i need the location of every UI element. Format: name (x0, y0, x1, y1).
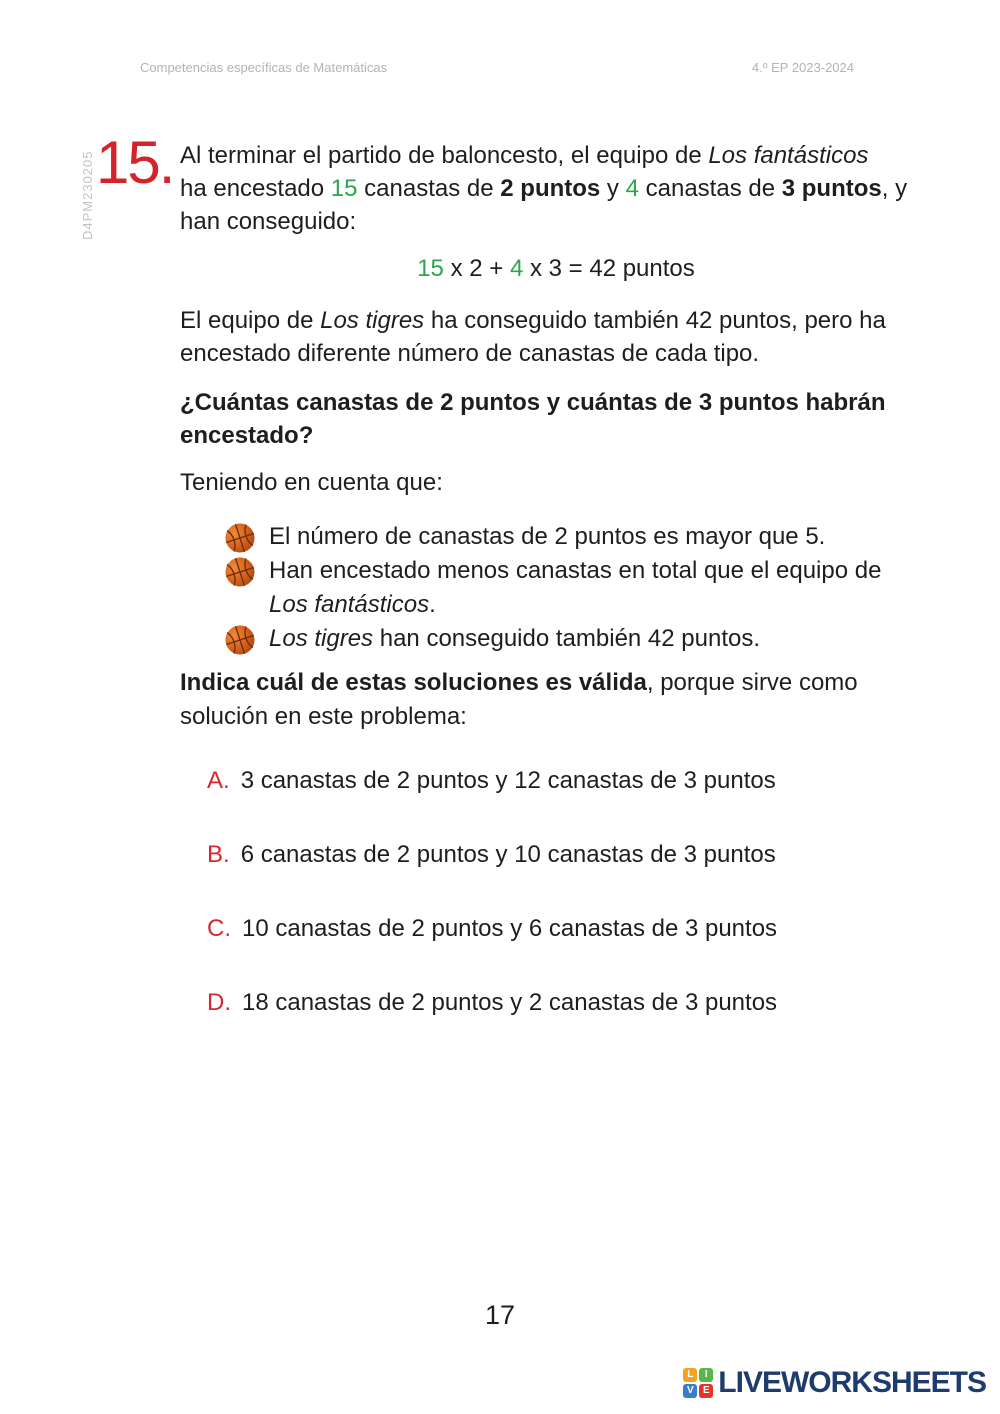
logo-square-v: V (683, 1384, 697, 1398)
logo-square-e: E (699, 1384, 713, 1398)
option-letter: D. (207, 989, 231, 1016)
liveworksheets-logo-icon (683, 1368, 713, 1398)
question-paragraph: ¿Cuántas canastas de 2 puntos y cuántas de 3 puntos habrán encestado? (180, 389, 886, 449)
option-letter: C. (207, 915, 231, 942)
hint-item (224, 520, 934, 554)
hint-text: Han encestado menos canastas en total que el equipo de Los fantásticos. (269, 557, 882, 618)
brand-wordmark: LIVEWORKSHEETS (718, 1366, 986, 1399)
option-letter: A. (207, 767, 230, 794)
option-a[interactable] (207, 768, 927, 794)
header-course-label: Competencias específicas de Matemáticas (140, 60, 388, 75)
hint-list (224, 520, 934, 656)
page-number: 17 (484, 1300, 516, 1330)
option-text: 18 canastas de 2 puntos y 2 canastas de 3 puntos (242, 989, 778, 1016)
option-text: 3 canastas de 2 puntos y 12 canastas de 3 puntos (240, 767, 776, 794)
option-letter: B. (207, 841, 230, 868)
document-code: D4PM230205 (80, 150, 95, 240)
hint-item (224, 554, 934, 622)
question-number: 15. (96, 129, 174, 196)
intro-paragraph: Al terminar el partido de baloncesto, el equipo de Los fantásticos ha encestado 15 canastas de 2 puntos y 4 canastas de 3 puntos, y han conseguido: (180, 142, 908, 235)
option-b[interactable] (207, 842, 927, 868)
equation-line: 15 x 2 + 4 x 3 = 42 puntos (417, 255, 695, 282)
basketball-icon (224, 522, 256, 554)
option-d[interactable] (207, 990, 927, 1016)
logo-square-l: L (683, 1368, 697, 1382)
basketball-icon (224, 556, 256, 588)
hint-text: El número de canastas de 2 puntos es mayor que 5. (269, 523, 826, 550)
hint-text: Los tigres han conseguido también 42 puntos. (269, 625, 761, 652)
basketball-icon (224, 624, 256, 656)
brand-footer (683, 1366, 986, 1400)
option-c[interactable] (207, 916, 927, 942)
header-grade-label: 4.º EP 2023-2024 (751, 60, 854, 75)
option-text: 10 canastas de 2 puntos y 6 canastas de 3 puntos (242, 915, 778, 942)
lead-in-text: Teniendo en cuenta que: (180, 469, 443, 496)
answer-options (207, 768, 927, 1064)
hint-item (224, 622, 934, 656)
logo-square-i: I (699, 1368, 713, 1382)
instruction-paragraph: Indica cuál de estas soluciones es válida, porque sirve como solución en este problema: (180, 669, 858, 730)
tigres-paragraph: El equipo de Los tigres ha conseguido también 42 puntos, pero ha encestado diferente número de canastas de cada tipo. (180, 307, 886, 367)
option-text: 6 canastas de 2 puntos y 10 canastas de 3 puntos (240, 841, 776, 868)
